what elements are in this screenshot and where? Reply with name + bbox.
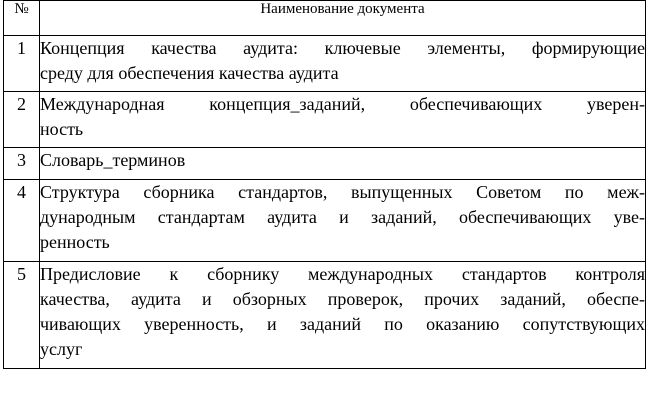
- row-number: 4: [4, 180, 40, 262]
- document-name-line: качества, аудита и обзорных проверок, прочих заданий, обеспе-: [40, 289, 645, 309]
- document-name-line: Структура сборника стандартов, выпущенных Советом по меж-: [40, 182, 645, 202]
- document-name-line: Словарь_терминов: [40, 150, 186, 170]
- table-row: [4, 36, 646, 92]
- document-name-line: ность: [40, 119, 84, 139]
- table-row: [4, 148, 646, 180]
- document-name-line: Предисловие к сборнику международных стандартов контроля: [40, 264, 645, 284]
- row-number: 5: [4, 262, 40, 369]
- row-number: 3: [4, 148, 40, 180]
- document-name-line: дународным стандартам аудита и заданий, обеспечивающих уве-: [40, 207, 645, 227]
- table-header-row: [4, 1, 646, 36]
- document-name-line: Международная концепция_заданий, обеспечивающих уверен-: [40, 94, 645, 114]
- table-row: [4, 92, 646, 148]
- document-name-line: среду для обеспечения качества аудита: [40, 63, 339, 83]
- document-name: [40, 148, 646, 180]
- document-name-line: ренность: [40, 232, 110, 252]
- table-row: [4, 180, 646, 262]
- row-number: 2: [4, 92, 40, 148]
- header-number: №: [4, 1, 40, 36]
- documents-table: [3, 0, 646, 369]
- row-number: 1: [4, 36, 40, 92]
- document-name-line: чивающих уверенность, и заданий по оказанию сопутствующих: [40, 314, 645, 334]
- document-name-line: услуг: [40, 339, 83, 359]
- table-row: [4, 262, 646, 369]
- document-name: [40, 262, 646, 369]
- document-name: [40, 92, 646, 148]
- header-document-name: Наименование документа: [40, 1, 646, 36]
- document-name: [40, 180, 646, 262]
- document-name-line: Концепция качества аудита: ключевые элементы, формирующие: [40, 38, 645, 58]
- document-name: [40, 36, 646, 92]
